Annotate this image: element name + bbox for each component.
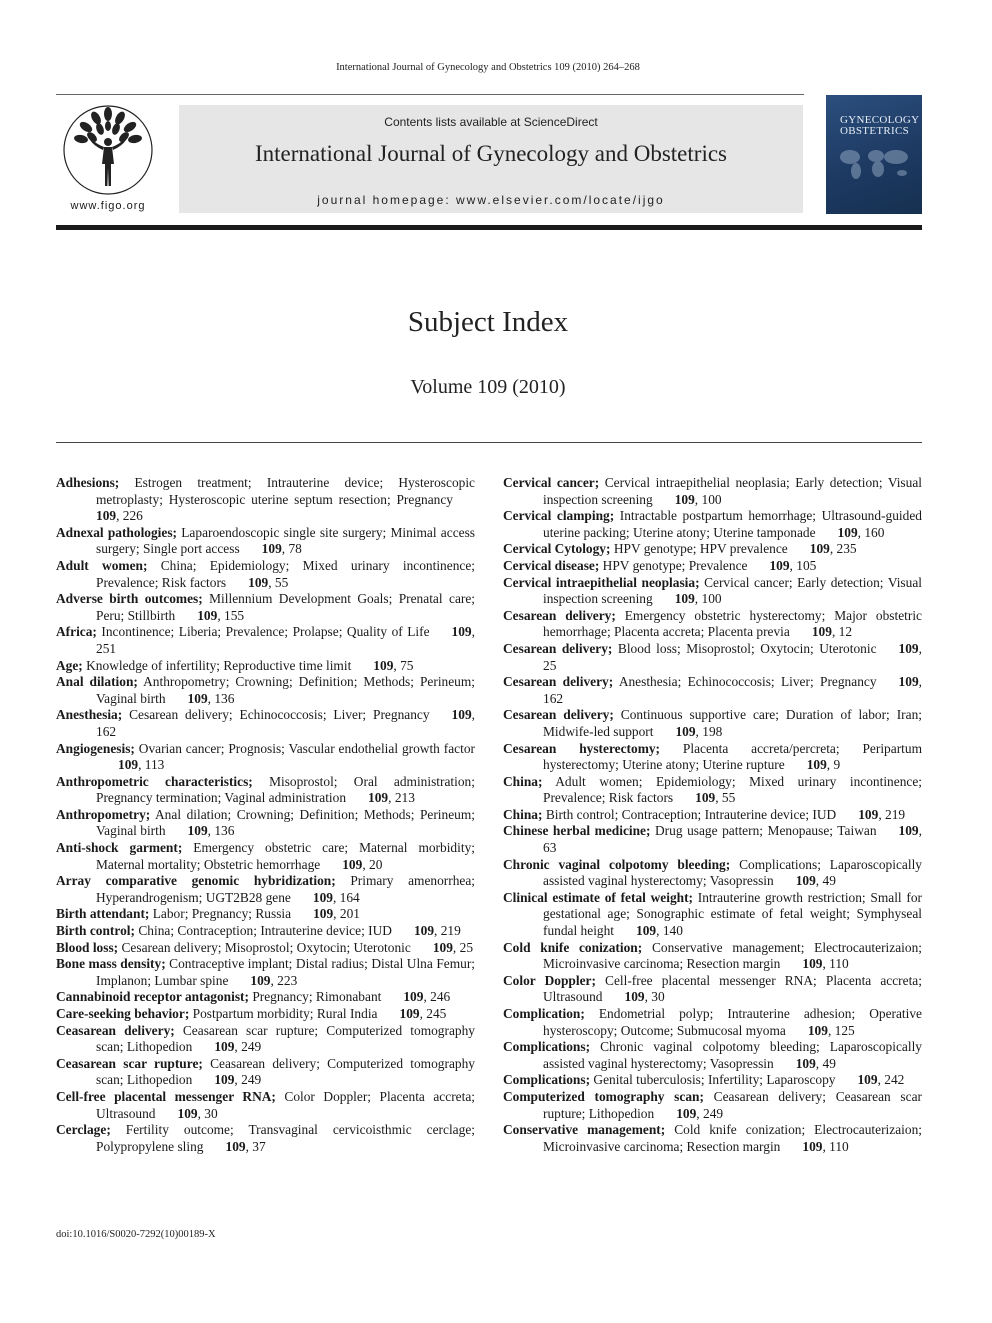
index-entry-page: , 136 bbox=[207, 823, 235, 839]
index-entry-volume: 109 bbox=[636, 923, 657, 939]
index-entry-keywords: Birth control; Contraception; Intrauterine device; IUD bbox=[545, 806, 837, 822]
index-entry-keywords: Labor; Pregnancy; Russia bbox=[152, 906, 292, 922]
index-entry bbox=[56, 807, 475, 840]
index-entry-keywords: Adult women; Epidemiology; Mixed urinary incontinence; Prevalence; Risk factors bbox=[543, 773, 923, 806]
volume-label: Volume 109 (2010) bbox=[410, 376, 566, 398]
figo-tree-icon bbox=[56, 102, 160, 198]
index-entry-volume: 109 bbox=[858, 806, 879, 822]
index-entry-term: Cesarean hysterectomy; bbox=[503, 740, 661, 756]
index-entry-volume: 109 bbox=[769, 557, 790, 573]
index-entry-keywords: Anal dilation; Crowning; Definition; Methods; Perineum; Vaginal birth bbox=[96, 806, 475, 839]
index-entry bbox=[503, 508, 922, 541]
index-entry-keywords: Complications; Laparoscopically assisted vaginal hysterectomy; Vasopressin bbox=[543, 856, 922, 889]
index-entry-volume: 109 bbox=[898, 674, 919, 690]
index-entry bbox=[503, 575, 922, 608]
index-entry-volume: 109 bbox=[432, 939, 453, 955]
index-entry-keywords: Cervical cancer; Early detection; Visual inspection screening bbox=[543, 574, 922, 607]
index-entry-term: Age; bbox=[56, 657, 83, 673]
index-entry-keywords: Misoprostol; Oral administration; Pregnancy termination; Vaginal administration bbox=[96, 773, 475, 806]
index-entry-page: , 30 bbox=[644, 989, 665, 1005]
index-entry-volume: 109 bbox=[802, 1138, 823, 1154]
index-entry-term: Complication; bbox=[503, 1006, 585, 1021]
cover-title-line2: OBSTETRICS bbox=[840, 125, 910, 137]
index-entry-term: Angiogenesis; bbox=[56, 740, 135, 756]
index-entry-keywords: Anthropometry; Crowning; Definition; Methods; Perineum; Vaginal birth bbox=[96, 674, 476, 706]
index-entry-term: China; bbox=[503, 806, 543, 822]
index-entry-term: Adult women; bbox=[56, 557, 148, 573]
index-column-left bbox=[56, 475, 475, 1155]
index-entry-keywords: Blood loss; Misoprostol; Oxytocin; Uterotonic bbox=[617, 640, 877, 656]
index-entry-volume: 109 bbox=[118, 757, 139, 773]
index-entry-volume: 109 bbox=[177, 1105, 198, 1121]
index-entry bbox=[56, 558, 475, 591]
index-entry-keywords: Continuous supportive care; Duration of labor; Iran; Midwife-led support bbox=[543, 707, 922, 739]
index-entry-term: China; bbox=[503, 773, 543, 789]
index-entry-term: Birth attendant; bbox=[56, 906, 150, 922]
index-entry-volume: 109 bbox=[676, 1105, 697, 1121]
index-entry bbox=[503, 1006, 922, 1039]
index-entry-page: , 249 bbox=[696, 1105, 724, 1121]
index-entry-page: , 25 bbox=[543, 640, 922, 673]
index-entry-page: , 110 bbox=[822, 956, 849, 972]
index-entry-keywords: Estrogen treatment; Intrauterine device; Hysteroscopic metroplasty; Hysteroscopic uterine septum resection; Pregnancy bbox=[96, 475, 475, 507]
index-entry-volume: 109 bbox=[403, 989, 424, 1005]
index-entry-volume: 109 bbox=[342, 856, 363, 872]
index-entry-page: , 9 bbox=[826, 757, 841, 773]
index-entry-page: , 242 bbox=[877, 1072, 905, 1088]
index-entry-page: , 49 bbox=[815, 1055, 836, 1071]
index-entry-volume: 109 bbox=[261, 541, 282, 557]
index-entry-keywords: Cesarean delivery; Misoprostol; Oxytocin; Uterotonic bbox=[121, 939, 411, 955]
index-entry-term: Complications; bbox=[503, 1072, 591, 1088]
index-entry-term: Cold knife conization; bbox=[503, 939, 643, 955]
index-entry bbox=[503, 1089, 922, 1122]
index-entry-term: Cervical clamping; bbox=[503, 508, 615, 524]
index-entry bbox=[503, 807, 922, 824]
index-entry bbox=[56, 906, 475, 923]
index-entry bbox=[56, 989, 475, 1006]
index-entry-volume: 109 bbox=[399, 1006, 420, 1021]
index-entry-volume: 109 bbox=[675, 723, 696, 739]
index-entry-volume: 109 bbox=[248, 574, 269, 590]
index-entry-volume: 109 bbox=[898, 640, 919, 656]
index-entry bbox=[56, 1056, 475, 1089]
index-entry-term: Cerclage; bbox=[56, 1122, 111, 1138]
index-entry-keywords: Intrauterine growth restriction; Small for gestational age; Sonographic estimate of fetal weight; Symphyseal fundal height bbox=[543, 889, 922, 939]
index-entry-volume: 109 bbox=[413, 923, 435, 939]
index-entry-volume: 109 bbox=[807, 1022, 828, 1038]
index-entry-page: , 12 bbox=[831, 624, 853, 640]
index-entry-keywords: Cervical intraepithelial neoplasia; Early detection; Visual inspection screening bbox=[543, 475, 922, 507]
index-entry-volume: 109 bbox=[214, 1072, 235, 1088]
index-entry-keywords: Emergency obstetric care; Maternal morbidity; Maternal mortality; Obstetric hemorrhage bbox=[96, 840, 475, 872]
index-entry-keywords: Pregnancy; Rimonabant bbox=[252, 989, 382, 1005]
journal-name: International Journal of Gynecology and Obstetrics bbox=[254, 141, 727, 166]
index-entry bbox=[503, 707, 922, 740]
index-entry-page: , 30 bbox=[197, 1105, 218, 1121]
index-entry-page: , 55 bbox=[268, 574, 289, 590]
index-entry bbox=[56, 873, 475, 906]
index-entry bbox=[503, 641, 922, 674]
index-entry bbox=[56, 624, 475, 657]
index-entry-term: Cesarean delivery; bbox=[503, 640, 613, 656]
index-entry-term: Blood loss; bbox=[56, 939, 119, 955]
index-entry bbox=[56, 1089, 475, 1122]
index-entry-keywords: Ceasarean delivery; Ceasarean scar rupture; Lithopedion bbox=[543, 1088, 922, 1121]
index-entry bbox=[56, 840, 475, 873]
index-entry-page: , 78 bbox=[281, 541, 302, 557]
index-entry-volume: 109 bbox=[312, 889, 333, 905]
index-entry-keywords: Contraceptive implant; Distal radius; Distal Ulna Femur; Implanon; Lumbar spine bbox=[96, 956, 475, 988]
index-entry-term: Anthropometric characteristics; bbox=[56, 773, 253, 789]
index-entry-keywords: Cesarean delivery; Echinococcosis; Liver; Pregnancy bbox=[129, 707, 430, 723]
index-entry-term: Cesarean delivery; bbox=[503, 674, 614, 690]
index-entry-keywords: Drug usage pattern; Menopause; Taiwan bbox=[655, 823, 877, 839]
index-entry-keywords: Emergency obstetric hysterectomy; Major obstetric hemorrhage; Placenta accreta; Placenta previa bbox=[543, 607, 922, 640]
index-entry-keywords: Millennium Development Goals; Prenatal care; Peru; Stillbirth bbox=[96, 591, 476, 623]
journal-cover-image bbox=[826, 95, 922, 214]
index-column-right bbox=[503, 475, 922, 1155]
index-entry-term: Cesarean delivery; bbox=[503, 707, 614, 723]
index-entry bbox=[503, 541, 922, 558]
index-entry-term: Cervical Cytology; bbox=[503, 541, 611, 557]
index-entry-keywords: Fertility outcome; Transvaginal cervicoisthmic cerclage; Polypropylene sling bbox=[96, 1122, 475, 1154]
index-entry-term: Bone mass density; bbox=[56, 956, 166, 972]
index-entry-term: Ceasarean scar rupture; bbox=[56, 1055, 203, 1071]
index-entry-page: , 223 bbox=[270, 972, 298, 988]
index-entry-page: , 249 bbox=[234, 1039, 262, 1055]
index-entry-term: Array comparative genomic hybridization; bbox=[56, 873, 336, 889]
index-entry bbox=[56, 525, 475, 558]
index-entry-keywords: Placenta accreta/percreta; Peripartum hysterectomy; Uterine atony; Uterine rupture bbox=[543, 740, 922, 773]
index-entry-page: , 245 bbox=[419, 1006, 447, 1021]
cover-title bbox=[840, 115, 920, 137]
index-entry-volume: 109 bbox=[837, 524, 858, 540]
index-entry bbox=[56, 674, 475, 707]
index-entry-term: Anal dilation; bbox=[56, 674, 138, 690]
index-entry-term: Cesarean delivery; bbox=[503, 607, 616, 623]
index-entry-keywords: China; Epidemiology; Mixed urinary incontinence; Prevalence; Risk factors bbox=[96, 557, 475, 590]
index-entry-keywords: Cold knife conization; Electrocauterizaion; Microinvasive carcinoma; Resection margin bbox=[543, 1122, 922, 1154]
index-entry-page: , 25 bbox=[452, 939, 474, 955]
index-entry-page: , 162 bbox=[96, 707, 475, 739]
index-entry-term: Africa; bbox=[56, 624, 97, 640]
index-entry-page: , 20 bbox=[362, 856, 383, 872]
index-entry-page: , 63 bbox=[543, 823, 922, 856]
index-entry-volume: 109 bbox=[624, 989, 645, 1005]
index-entry-keywords: Ovarian cancer; Prognosis; Vascular endothelial growth factor bbox=[138, 740, 475, 756]
index-entry-term: Ceasarean delivery; bbox=[56, 1022, 175, 1038]
doi-text[interactable]: doi:10.1016/S0020-7292(10)00189-X bbox=[56, 1229, 216, 1240]
index-entry-term: Adverse birth outcomes; bbox=[56, 591, 203, 607]
index-entry-keywords: Color Doppler; Placenta accreta; Ultrasound bbox=[96, 1088, 475, 1121]
index-entry bbox=[56, 1006, 475, 1023]
index-entry-keywords: Intractable postpartum hemorrhage; Ultrasound-guided uterine packing; Uterine atony; Uterine tamponade bbox=[543, 508, 922, 540]
index-entry-volume: 109 bbox=[373, 657, 394, 673]
index-entry-keywords: Ceasarean scar rupture; Computerized tomography scan; Lithopedion bbox=[96, 1022, 475, 1055]
index-entry-volume: 109 bbox=[674, 591, 695, 607]
index-entry-keywords: Conservative management; Electrocauterizaion; Microinvasive carcinoma; Resection margin bbox=[543, 939, 922, 972]
index-entry bbox=[56, 1023, 475, 1056]
cover-title-line1: GYNECOLOGY bbox=[840, 114, 920, 126]
index-entry-page: , 100 bbox=[694, 491, 722, 507]
index-entry-term: Anesthesia; bbox=[56, 707, 123, 723]
index-entry bbox=[503, 608, 922, 641]
index-entry bbox=[56, 940, 475, 957]
index-entry-term: Care-seeking behavior; bbox=[56, 1006, 190, 1021]
index-entry-volume: 109 bbox=[451, 707, 472, 723]
index-entry bbox=[56, 741, 475, 774]
index-entry-term: Chronic vaginal colpotomy bleeding; bbox=[503, 856, 731, 872]
index-entry bbox=[503, 674, 922, 707]
index-entry-page: , 201 bbox=[333, 906, 360, 922]
index-entry-page: , 55 bbox=[715, 790, 736, 806]
index-entry-term: Cervical intraepithelial neoplasia; bbox=[503, 574, 700, 590]
index-entry-keywords: Chronic vaginal colpotomy bleeding; Laparoscopically assisted vaginal hysterectomy; Vasopressin bbox=[543, 1039, 922, 1071]
index-entry-page: , 113 bbox=[138, 757, 165, 773]
index-entry-page: , 251 bbox=[96, 624, 475, 656]
index-entry-keywords: Anesthesia; Echinococcosis; Liver; Pregnancy bbox=[618, 674, 877, 690]
index-entry-keywords: Endometrial polyp; Intrauterine adhesion; Operative hysteroscopy; Outcome; Submucosal myoma bbox=[543, 1006, 922, 1038]
index-entry-keywords: HPV genotype; HPV prevalence bbox=[613, 541, 788, 557]
index-entry-term: Birth control; bbox=[56, 923, 135, 939]
index-entry-volume: 109 bbox=[187, 690, 208, 706]
index-entry-keywords: Genital tuberculosis; Infertility; Laparoscopy bbox=[593, 1072, 836, 1088]
index-entry-volume: 109 bbox=[857, 1072, 878, 1088]
index-entry bbox=[503, 1072, 922, 1089]
index-entry bbox=[503, 890, 922, 940]
world-map-icon bbox=[836, 145, 912, 181]
index-entry-page: , 219 bbox=[878, 806, 906, 822]
index-entry bbox=[503, 558, 922, 575]
index-entry-volume: 109 bbox=[197, 607, 218, 623]
index-entry-keywords: China; Contraception; Intrauterine device; IUD bbox=[138, 923, 392, 939]
index-entry-term: Anthropometry; bbox=[56, 806, 151, 822]
index-entry bbox=[56, 956, 475, 989]
index-entry-page: , 164 bbox=[332, 889, 360, 905]
contents-available-text[interactable]: Contents lists available at ScienceDirect bbox=[384, 115, 598, 129]
index-entry-term: Cervical cancer; bbox=[503, 475, 600, 490]
index-entry-keywords: Incontinence; Liberia; Prevalence; Prolapse; Quality of Life bbox=[101, 624, 430, 640]
index-entry bbox=[503, 1122, 922, 1155]
index-entry bbox=[503, 1039, 922, 1072]
index-entry-volume: 109 bbox=[695, 790, 716, 806]
index-entry-volume: 109 bbox=[368, 790, 389, 806]
index-entry bbox=[503, 823, 922, 856]
index-entry-page: , 213 bbox=[388, 790, 415, 806]
index-entry-keywords: Cell-free placental messenger RNA; Placenta accreta; Ultrasound bbox=[543, 972, 922, 1005]
index-entry bbox=[503, 940, 922, 973]
index-entry-keywords: Ceasarean delivery; Computerized tomography scan; Lithopedion bbox=[96, 1055, 475, 1088]
index-entry-keywords: Laparoendoscopic single site surgery; Minimal access surgery; Single port access bbox=[96, 524, 475, 557]
index-entry-page: , 105 bbox=[789, 557, 817, 573]
index-entry bbox=[503, 973, 922, 1006]
index-entry bbox=[503, 475, 922, 508]
index-entry-volume: 109 bbox=[806, 757, 827, 773]
index-entry-term: Color Doppler; bbox=[503, 972, 596, 988]
index-entry bbox=[503, 857, 922, 890]
index-entry-keywords: Primary amenorrhea; Hyperandrogenism; UGT2B28 gene bbox=[96, 873, 475, 905]
index-entry-volume: 109 bbox=[451, 624, 472, 640]
index-entry-page: , 110 bbox=[822, 1138, 849, 1154]
index-entry-keywords: Knowledge of infertility; Reproductive time limit bbox=[86, 657, 352, 673]
index-entry-page: , 37 bbox=[245, 1138, 266, 1154]
journal-homepage-link[interactable]: journal homepage: www.elsevier.com/locate/ijgo bbox=[317, 193, 665, 207]
index-entry-term: Chinese herbal medicine; bbox=[503, 823, 651, 839]
index-entry-page: , 198 bbox=[695, 723, 723, 739]
figo-logo bbox=[56, 102, 160, 212]
index-entry-volume: 109 bbox=[802, 956, 823, 972]
index-entry-page: , 246 bbox=[423, 989, 451, 1005]
index-entry-volume: 109 bbox=[809, 541, 830, 557]
index-entry-page: , 49 bbox=[815, 873, 836, 889]
index-entry-volume: 109 bbox=[795, 873, 816, 889]
index-entry-volume: 109 bbox=[898, 823, 919, 839]
journal-banner bbox=[179, 105, 803, 213]
index-entry bbox=[503, 774, 922, 807]
header-thick-rule bbox=[56, 225, 922, 230]
index-entry-term: Cannabinoid receptor antagonist; bbox=[56, 989, 249, 1005]
index-entry-page: , 226 bbox=[116, 508, 143, 524]
index-entry-volume: 109 bbox=[313, 906, 334, 922]
index-entry-keywords: HPV genotype; Prevalence bbox=[602, 557, 748, 573]
index-entry-volume: 109 bbox=[795, 1055, 816, 1071]
index-entry-volume: 109 bbox=[96, 508, 117, 524]
index-entry bbox=[56, 658, 475, 675]
index-entry-volume: 109 bbox=[187, 823, 208, 839]
index-entry-term: Computerized tomography scan; bbox=[503, 1088, 704, 1104]
index-entry-term: Conservative management; bbox=[503, 1122, 666, 1138]
index-entry-term: Clinical estimate of fetal weight; bbox=[503, 889, 694, 905]
index-entry-volume: 109 bbox=[214, 1039, 235, 1055]
figo-url[interactable]: www.figo.org bbox=[70, 200, 146, 212]
index-entry-term: Anti-shock garment; bbox=[56, 840, 183, 856]
index-entry bbox=[56, 591, 475, 624]
index-entry-keywords: Postpartum morbidity; Rural India bbox=[192, 1006, 378, 1021]
index-entry-volume: 109 bbox=[674, 491, 695, 507]
index-entry-term: Cervical disease; bbox=[503, 557, 600, 573]
index-entry-page: , 125 bbox=[827, 1022, 855, 1038]
index-entry bbox=[56, 774, 475, 807]
index-entry-volume: 109 bbox=[811, 624, 832, 640]
index-entry-term: Complications; bbox=[503, 1039, 591, 1055]
index-entry-volume: 109 bbox=[250, 972, 271, 988]
index-entry-volume: 109 bbox=[225, 1138, 246, 1154]
index-entry-term: Adnexal pathologies; bbox=[56, 524, 178, 540]
index-entry bbox=[503, 741, 922, 774]
index-entry bbox=[56, 707, 475, 740]
index-entry bbox=[56, 923, 475, 940]
index-entry-page: , 75 bbox=[393, 657, 414, 673]
index-entry-page: , 155 bbox=[217, 607, 245, 623]
index-entry-term: Adhesions; bbox=[56, 475, 120, 490]
index-entry-page: , 140 bbox=[656, 923, 683, 939]
section-divider bbox=[56, 442, 922, 443]
index-entry-page: , 219 bbox=[434, 923, 461, 939]
index-entry-page: , 160 bbox=[857, 524, 885, 540]
index-entry-page: , 136 bbox=[207, 690, 235, 706]
index-entry bbox=[56, 1122, 475, 1155]
index-entry-page: , 162 bbox=[543, 674, 922, 706]
index-entry-page: , 249 bbox=[234, 1072, 262, 1088]
page-title: Subject Index bbox=[407, 306, 569, 338]
index-entry-page: , 100 bbox=[694, 591, 722, 607]
index-entry-page: , 235 bbox=[829, 541, 857, 557]
index-entry bbox=[56, 475, 475, 525]
header-top-rule bbox=[56, 94, 804, 95]
index-entry-term: Cell-free placental messenger RNA; bbox=[56, 1088, 276, 1104]
journal-header bbox=[56, 94, 922, 214]
journal-citation: International Journal of Gynecology and Obstetrics 109 (2010) 264–268 bbox=[336, 62, 640, 73]
